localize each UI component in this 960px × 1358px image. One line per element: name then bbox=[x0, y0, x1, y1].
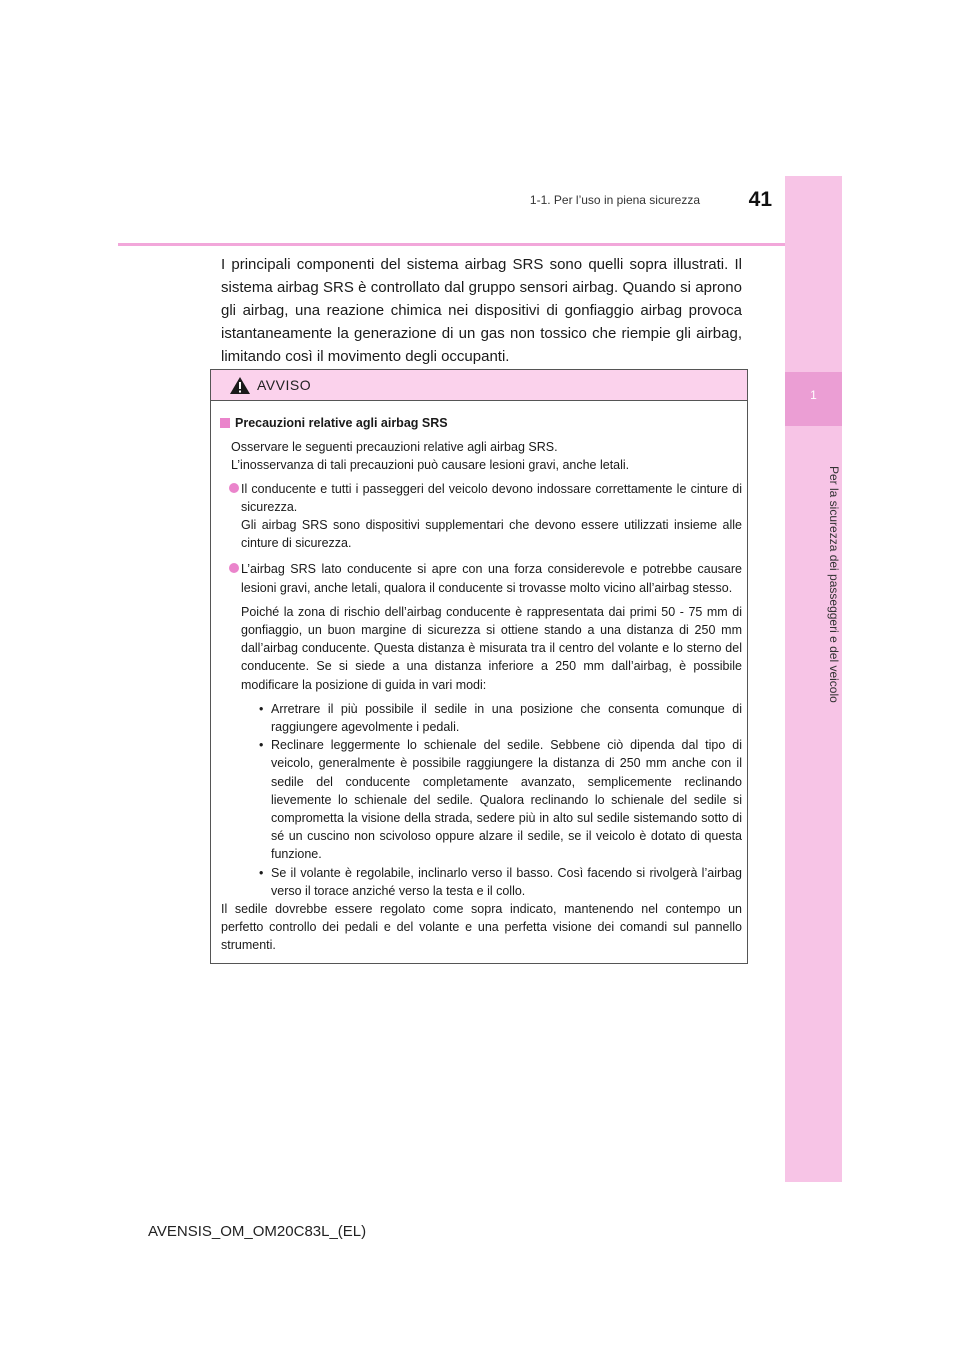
warning-body bbox=[219, 414, 742, 955]
circle-bullet-icon bbox=[229, 563, 239, 573]
section-title: 1-1. Per l’uso in piena sicurezza bbox=[529, 193, 700, 207]
warning-box bbox=[210, 369, 748, 964]
lead-text-1: Osservare le seguenti precauzioni relative agli airbag SRS. bbox=[231, 440, 558, 455]
sub-list-item: • Arretrare il più possibile il sedile in una posizione che consenta comunque di raggiungere agevolmente i pedali. bbox=[259, 701, 742, 735]
document-code: AVENSIS_OM_OM20C83L_(EL) bbox=[148, 1223, 367, 1240]
circle-bullet-icon bbox=[229, 483, 239, 493]
warning-subheading: Precauzioni relative agli airbag SRS bbox=[219, 414, 742, 432]
square-bullet-icon bbox=[220, 418, 230, 428]
header-rule bbox=[118, 243, 785, 246]
warning-title: AVVISO bbox=[257, 377, 312, 393]
sub-list-item: • Se il volante è regolabile, inclinarlo verso il basso. Così facendo si rivolgerà l’airbag verso il torace anziché verso la testa e il collo. bbox=[259, 865, 742, 898]
list-item-note: Gli airbag SRS sono dispositivi supplementari che devono essere utilizzati insieme alle cinture di sicurezza. bbox=[241, 518, 742, 551]
warning-triangle-icon bbox=[229, 376, 251, 395]
distance-paragraph: Poiché la zona di rischio dell’airbag conducente è rappresentata dai primi 50 - 75 mm di gonfiaggio, un buon margine di sicurezza si ottiene stando a una distanza di 250 mm dall’airbag conducente. Questa distanza è misurata tra il centro del volante e lo sterno del conducente. Se si siede a una distanza inferiore a 250 mm dall’airbag, è possibile modificare la posizione di guida in vari modi: bbox=[241, 604, 742, 692]
intro-paragraph: I principali componenti del sistema airbag SRS sono quelli sopra illustrati. Il sistema airbag SRS è controllato dal gruppo sensori airbag. Quando si aprono gli airbag, una reazione chimica nei dispositivi di gonfiaggio airbag provoca istantaneamente la generazione di un gas non tossico che riempie gli airbag, limitando così il movimento degli occupanti. bbox=[221, 256, 742, 365]
sub-list-item: • Reclinare leggermente lo schienale del sedile. Sebbene ciò dipenda dal tipo di veicolo, generalmente è possibile raggiungere la distanza di 250 mm anche con il sedile del conducente completamente avanzato, semplicemente reclinando lievemente lo schienale del sedile. Qualora reclinando lo schienale del sedile si comprometta la visione della strada, sedere più in alto sul sedile sistemando sotto di sé un cuscino non scivoloso oppure alzare il sedile, se il veicolo è dotato di questa funzione. bbox=[259, 738, 742, 862]
warning-header bbox=[211, 370, 747, 401]
closing-paragraph: Il sedile dovrebbe essere regolato come sopra indicato, mantenendo nel contempo un perfetto controllo dei pedali e del volante e una perfetta visione dei comandi sul pannello strumenti. bbox=[221, 902, 742, 953]
chapter-title: Per la sicurezza dei passeggeri e del veicolo bbox=[827, 466, 841, 703]
list-item: Il conducente e tutti i passeggeri del veicolo devono indossare correttamente le cinture di sicurezza. bbox=[219, 480, 742, 516]
page-number: 41 bbox=[748, 188, 772, 211]
list-item: L’airbag SRS lato conducente si apre con una forza considerevole e potrebbe causare lesioni gravi, anche letali, qualora il conducente si trovasse molto vicino all’airbag stesso. bbox=[219, 560, 742, 596]
chapter-number: 1 bbox=[810, 388, 817, 402]
lead-text-2: L’inosservanza di tali precauzioni può causare lesioni gravi, anche letali. bbox=[231, 458, 630, 473]
